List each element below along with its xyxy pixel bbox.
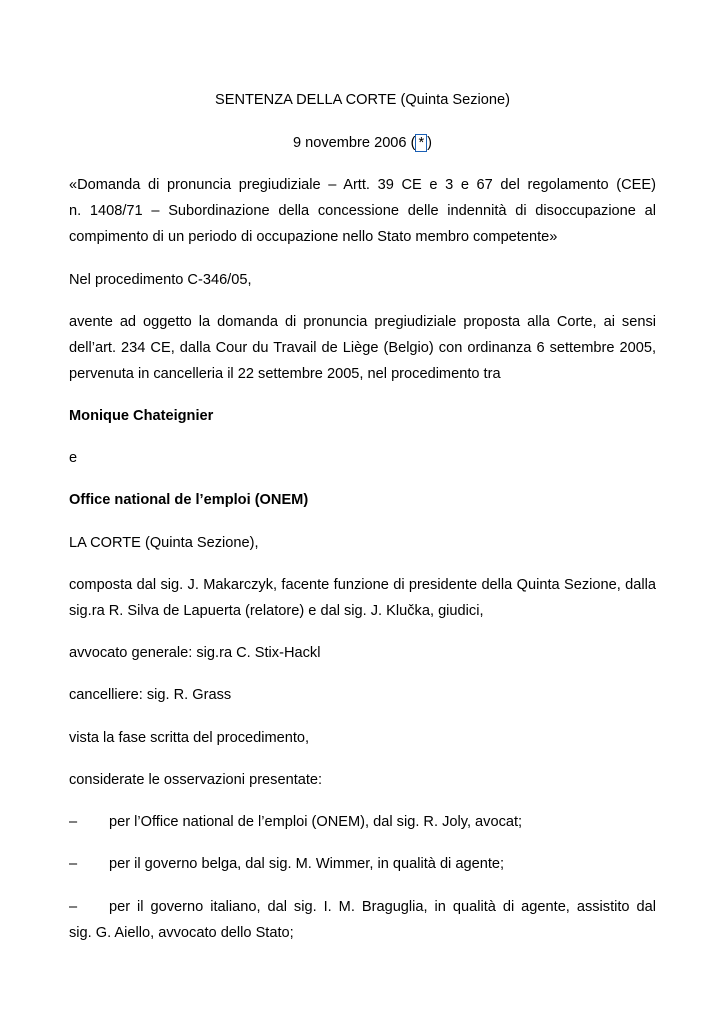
observation-text: per l’Office national de l’emploi (ONEM), dal sig. R. Joly, avocat; <box>109 814 523 830</box>
reference-line-1: avente ad oggetto la domanda di pronuncia pregiudiziale proposta alla Corte, ai sensi <box>69 314 656 330</box>
date-text: 9 novembre 2006 ( <box>292 135 416 151</box>
dash-bullet: – <box>69 899 78 915</box>
composition-line-1: composta dal sig. J. Makarczyk, facente funzione di presidente della Quinta Sezione, dalla <box>69 577 656 593</box>
written-procedure: vista la fase scritta del procedimento, <box>69 730 310 746</box>
footnote-link[interactable]: * <box>415 134 427 152</box>
observation-text: per il governo italiano, dal sig. I. M. Braguglia, in qualità di agente, assistito dal <box>109 899 656 915</box>
party-defendant: Office national de l’emploi (ONEM) <box>69 492 309 508</box>
judgment-title: SENTENZA DELLA CORTE (Quinta Sezione) <box>215 92 510 108</box>
observations-intro: considerate le osservazioni presentate: <box>69 772 323 788</box>
judgment-date <box>69 130 656 156</box>
reference-line-2: dell’art. 234 CE, dalla Cour du Travail de Liège (Belgio) con ordinanza 6 settembre 2005, <box>69 340 656 356</box>
party-applicant: Monique Chateignier <box>69 408 214 424</box>
observation-text: per il governo belga, dal sig. M. Wimmer, in qualità di agente; <box>109 856 505 872</box>
conjunction: e <box>69 450 78 466</box>
reference-line-3: pervenuta in cancelleria il 22 settembre 2005, nel procedimento tra <box>69 366 501 382</box>
subject-line-1: «Domanda di pronuncia pregiudiziale – Artt. 39 CE e 3 e 67 del regolamento (CEE) <box>69 177 656 193</box>
composition-line-2: sig.ra R. Silva de Lapuerta (relatore) e dal sig. J. Klučka, giudici, <box>69 603 484 619</box>
subject-line-3: compimento di un periodo di occupazione nello Stato membro competente» <box>69 229 558 245</box>
registrar: cancelliere: sig. R. Grass <box>69 687 232 703</box>
case-intro: Nel procedimento C-346/05, <box>69 272 252 288</box>
subject-line-2: n. 1408/71 – Subordinazione della concessione delle indennità di disoccupazione al <box>69 203 656 219</box>
observation-continuation: sig. G. Aiello, avvocato dello Stato; <box>69 925 294 941</box>
advocate-general: avvocato generale: sig.ra C. Stix-Hackl <box>69 645 321 661</box>
court-heading: LA CORTE (Quinta Sezione), <box>69 535 259 551</box>
dash-bullet: – <box>69 814 78 830</box>
dash-bullet: – <box>69 856 78 872</box>
date-close: ) <box>427 135 433 151</box>
